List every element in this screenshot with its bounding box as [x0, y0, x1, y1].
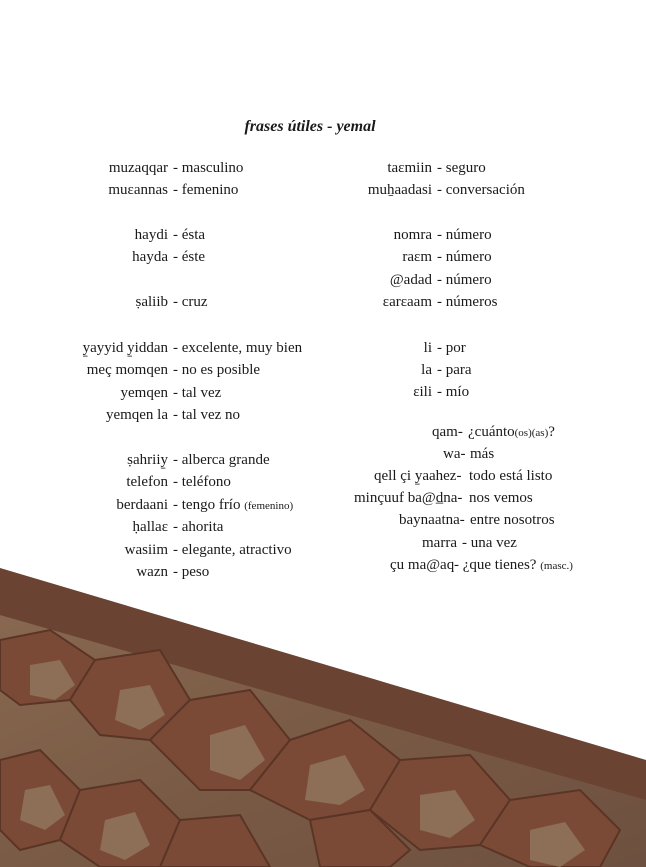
meaning: - para: [437, 362, 472, 378]
term: qell çi y̱aahez-: [374, 468, 462, 484]
term: muẖaadasi: [367, 182, 432, 198]
meaning: - seguro: [437, 160, 486, 176]
meaning: - cruz: [173, 294, 208, 310]
meaning: - tengo frío (femenino): [173, 497, 294, 513]
meaning: - tal vez no: [173, 407, 241, 423]
meaning: ¿cuánto(os)(as)?: [468, 424, 555, 440]
term: yemqen: [120, 385, 168, 401]
term: minçuuf ba@d̲na-: [354, 490, 463, 506]
meaning: más: [470, 446, 495, 462]
meaning: - no es posible: [173, 362, 261, 378]
term: muzaqqar: [108, 160, 168, 176]
meaning: - peso: [173, 564, 210, 580]
term: raɛm: [402, 249, 432, 265]
list-item: [0, 450, 320, 470]
term: yemqen la: [105, 407, 168, 423]
meaning: - éste: [173, 249, 206, 265]
meaning: - conversación: [437, 182, 525, 198]
list-item: [0, 338, 320, 358]
list-item: [0, 158, 320, 178]
meaning: - por: [437, 340, 466, 356]
term: telefon: [126, 474, 168, 490]
list-item: [300, 382, 640, 402]
meaning: - teléfono: [173, 474, 231, 490]
note: (masc.): [540, 560, 573, 572]
list-item: [0, 405, 320, 425]
meaning: - número: [437, 227, 492, 243]
meaning: - número: [437, 249, 492, 265]
list-item: [300, 225, 640, 245]
list-item: [300, 338, 640, 358]
meaning: - una vez: [462, 535, 517, 551]
term: y̱ayyid y̱iddan: [82, 340, 168, 356]
list-item: [300, 444, 640, 464]
note: (os)(as): [514, 427, 549, 439]
list-item: [300, 488, 640, 508]
term: meç momqen: [86, 362, 168, 378]
list-item: [0, 360, 320, 380]
list-item: [0, 292, 320, 312]
list-item: [0, 247, 320, 267]
term: wazn: [136, 564, 168, 580]
term: ɛarɛaam: [382, 294, 432, 310]
list-item: [300, 422, 640, 442]
meaning: - alberca grande: [173, 452, 270, 468]
term: ṣaliib: [135, 294, 168, 310]
list-item: [0, 517, 320, 537]
meaning: nos vemos: [469, 490, 533, 506]
list-item: [300, 247, 640, 267]
term: baynaatna-: [399, 512, 465, 528]
list-item: [0, 225, 320, 245]
meaning: - número: [437, 272, 492, 288]
page-title: frases útiles - yemal: [244, 118, 376, 135]
meaning: - mío: [437, 384, 470, 400]
list-item: [300, 533, 640, 553]
list-item: [0, 540, 320, 560]
meaning: - números: [437, 294, 498, 310]
term: muɛannas: [108, 182, 168, 198]
list-item: [0, 472, 320, 492]
term: @adad: [389, 272, 432, 288]
meaning: - ¿que tienes? (masc.): [454, 557, 573, 573]
term: hayda: [132, 249, 168, 265]
list-item: [300, 158, 640, 178]
term: li: [423, 340, 432, 356]
list-item: [300, 270, 640, 290]
meaning: entre nosotros: [470, 512, 555, 528]
note: (femenino): [244, 500, 294, 512]
term: haydi: [134, 227, 168, 243]
list-item: [300, 360, 640, 380]
meaning: - ésta: [173, 227, 206, 243]
list-item: [0, 180, 320, 200]
term: nomra: [393, 227, 432, 243]
meaning: - elegante, atractivo: [173, 542, 292, 558]
term: qam-: [432, 424, 463, 440]
term: berdaani: [116, 497, 168, 513]
term: wa-: [443, 446, 466, 462]
list-item: [0, 495, 320, 515]
term: çu ma@aq: [390, 557, 455, 573]
term: taɛmiin: [387, 160, 432, 176]
list-item: [300, 180, 640, 200]
term: wasiim: [124, 542, 168, 558]
list-item: [0, 562, 320, 582]
term: ɛili: [413, 384, 432, 400]
list-item: [300, 292, 640, 312]
term: ḥallaɛ: [132, 519, 168, 535]
meaning: - masculino: [173, 160, 244, 176]
list-item: [0, 383, 320, 403]
term: marra: [422, 535, 457, 551]
meaning: - excelente, muy bien: [173, 340, 303, 356]
meaning: todo está listo: [469, 468, 553, 484]
term: la: [421, 362, 432, 378]
term: ṣahriiy̱: [127, 452, 168, 468]
list-item: [300, 510, 640, 530]
meaning: - tal vez: [173, 385, 222, 401]
list-item: [300, 555, 640, 575]
list-item: [300, 466, 640, 486]
meaning: - ahorita: [173, 519, 224, 535]
meaning: - femenino: [173, 182, 239, 198]
